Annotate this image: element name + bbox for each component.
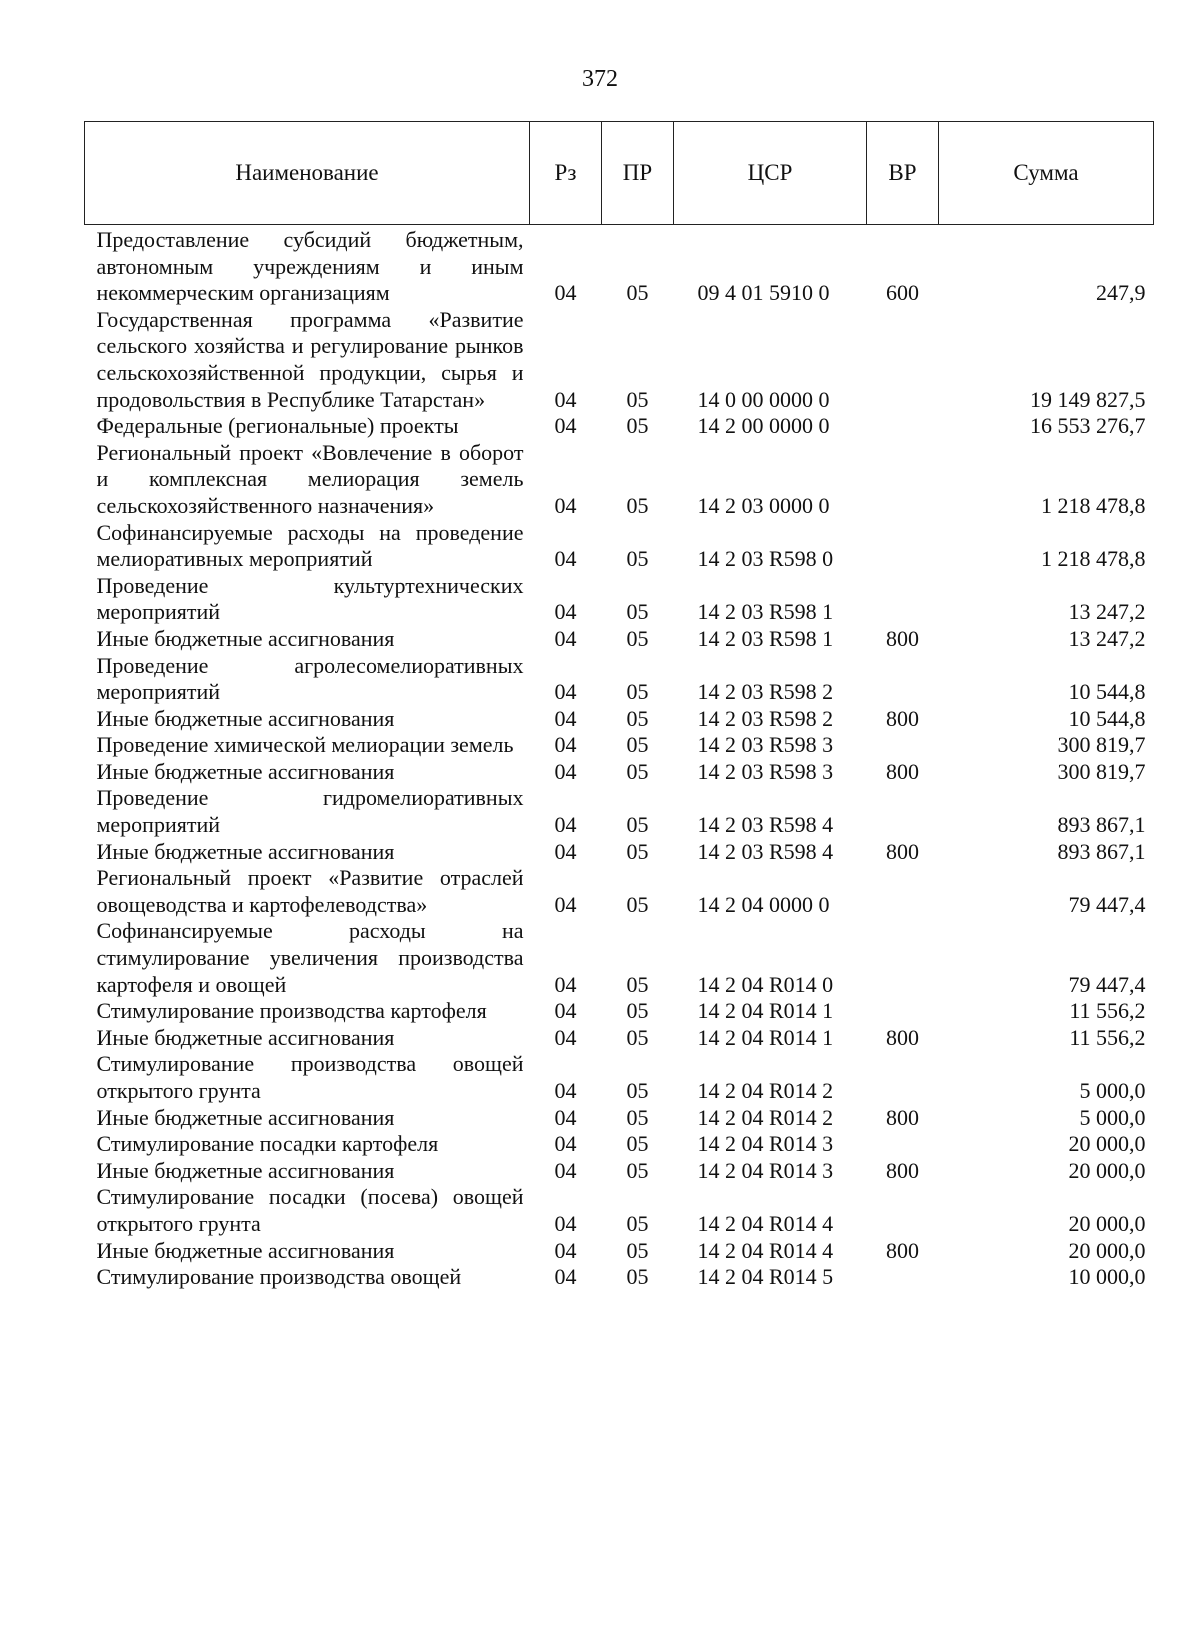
table-row bbox=[85, 1158, 1154, 1185]
cell-vr bbox=[867, 440, 939, 520]
cell-name: Иные бюджетные ассигнования bbox=[96, 758, 395, 784]
cell-csr: 14 2 04 R014 4 bbox=[697, 1210, 834, 1236]
table-row bbox=[85, 1105, 1154, 1132]
cell-sum: 247,9 bbox=[1096, 280, 1146, 306]
cell-rz: 04 bbox=[554, 838, 577, 864]
cell-rz: 04 bbox=[554, 1131, 577, 1157]
cell-sum: 16 553 276,7 bbox=[1030, 413, 1146, 439]
cell-rz: 04 bbox=[554, 971, 577, 997]
header-row bbox=[85, 122, 1154, 225]
cell-pr: 05 bbox=[626, 1131, 649, 1157]
cell-pr: 05 bbox=[626, 679, 649, 705]
cell-vr bbox=[867, 307, 939, 413]
table-row bbox=[85, 520, 1154, 573]
cell-name: Иные бюджетные ассигнования bbox=[96, 1024, 395, 1050]
table-row bbox=[85, 626, 1154, 653]
cell-rz: 04 bbox=[554, 705, 577, 731]
cell-csr: 14 2 00 0000 0 bbox=[697, 413, 830, 439]
cell-name: Стимулирование производства овощей bbox=[96, 1264, 462, 1290]
cell-csr: 14 2 03 R598 1 bbox=[697, 625, 834, 651]
cell-sum: 300 819,7 bbox=[1057, 732, 1146, 758]
cell-pr: 05 bbox=[626, 705, 649, 731]
table-row bbox=[85, 1025, 1154, 1052]
cell-name: Иные бюджетные ассигнования bbox=[96, 1157, 395, 1183]
cell-sum: 20 000,0 bbox=[1068, 1131, 1146, 1157]
cell-vr bbox=[867, 785, 939, 838]
table-row bbox=[85, 573, 1154, 626]
cell-rz: 04 bbox=[554, 1264, 577, 1290]
cell-rz: 04 bbox=[554, 1157, 577, 1183]
cell-sum: 5 000,0 bbox=[1079, 1104, 1146, 1130]
cell-name: Софинансируемые расходы на стимулирование увеличения производства картофеля и овощей bbox=[96, 918, 524, 997]
header-pr: ПР bbox=[602, 122, 674, 225]
cell-vr bbox=[867, 1131, 939, 1158]
cell-pr: 05 bbox=[626, 1237, 649, 1263]
cell-csr: 14 2 04 R014 3 bbox=[697, 1157, 834, 1183]
cell-rz: 04 bbox=[554, 546, 577, 572]
cell-sum: 300 819,7 bbox=[1057, 758, 1146, 784]
table-row bbox=[85, 1264, 1154, 1291]
cell-name: Проведение агролесомелиоративных мероприятий bbox=[96, 652, 524, 705]
cell-name: Проведение гидромелиоративных мероприятий bbox=[96, 785, 524, 838]
cell-pr: 05 bbox=[626, 732, 649, 758]
cell-rz: 04 bbox=[554, 1210, 577, 1236]
cell-vr: 800 bbox=[886, 838, 919, 864]
cell-csr: 14 2 03 R598 3 bbox=[697, 758, 834, 784]
cell-name: Стимулирование производства овощей открытого грунта bbox=[96, 1051, 524, 1103]
cell-rz: 04 bbox=[554, 812, 577, 838]
header-vr: ВР bbox=[867, 122, 939, 225]
cell-sum: 893 867,1 bbox=[1057, 812, 1146, 838]
cell-name: Стимулирование посадки (посева) овощей открытого грунта bbox=[96, 1184, 524, 1236]
cell-csr: 09 4 01 5910 0 bbox=[697, 280, 830, 306]
cell-rz: 04 bbox=[554, 599, 577, 625]
table-row bbox=[85, 307, 1154, 413]
cell-vr: 800 bbox=[886, 625, 919, 651]
cell-pr: 05 bbox=[626, 599, 649, 625]
cell-csr: 14 2 03 R598 3 bbox=[697, 732, 834, 758]
cell-rz: 04 bbox=[554, 732, 577, 758]
cell-vr bbox=[867, 573, 939, 626]
header-name: Наименование bbox=[85, 122, 530, 225]
cell-sum: 1 218 478,8 bbox=[1041, 546, 1146, 572]
cell-vr bbox=[867, 918, 939, 998]
table-row bbox=[85, 1238, 1154, 1265]
cell-csr: 14 2 04 R014 1 bbox=[697, 1024, 834, 1050]
table-row bbox=[85, 785, 1154, 838]
cell-vr bbox=[867, 413, 939, 440]
table-header bbox=[85, 122, 1154, 225]
table-row bbox=[85, 1184, 1154, 1237]
table-row bbox=[85, 839, 1154, 866]
table-row bbox=[85, 225, 1154, 307]
cell-name: Иные бюджетные ассигнования bbox=[96, 705, 395, 731]
cell-vr: 800 bbox=[886, 705, 919, 731]
table-row bbox=[85, 706, 1154, 733]
cell-name: Региональный проект «Развитие отраслей овощеводства и картофелеводства» bbox=[96, 865, 524, 917]
cell-vr bbox=[867, 653, 939, 706]
cell-rz: 04 bbox=[554, 891, 577, 917]
cell-rz: 04 bbox=[554, 625, 577, 651]
cell-pr: 05 bbox=[626, 1157, 649, 1183]
cell-vr bbox=[867, 865, 939, 918]
cell-pr: 05 bbox=[626, 971, 649, 997]
cell-sum: 20 000,0 bbox=[1068, 1237, 1146, 1263]
cell-csr: 14 2 04 0000 0 bbox=[697, 891, 830, 917]
cell-csr: 14 2 03 0000 0 bbox=[697, 492, 830, 518]
cell-rz: 04 bbox=[554, 492, 577, 518]
cell-csr: 14 2 04 R014 2 bbox=[697, 1104, 834, 1130]
cell-vr bbox=[867, 1184, 939, 1237]
cell-pr: 05 bbox=[626, 280, 649, 306]
cell-vr bbox=[867, 1051, 939, 1104]
cell-csr: 14 2 04 R014 5 bbox=[697, 1264, 834, 1290]
cell-vr bbox=[867, 520, 939, 573]
cell-vr: 800 bbox=[886, 1237, 919, 1263]
cell-csr: 14 2 03 R598 2 bbox=[697, 705, 834, 731]
cell-csr: 14 2 04 R014 1 bbox=[697, 998, 834, 1024]
cell-rz: 04 bbox=[554, 998, 577, 1024]
cell-sum: 20 000,0 bbox=[1068, 1210, 1146, 1236]
cell-vr: 800 bbox=[886, 758, 919, 784]
cell-pr: 05 bbox=[626, 891, 649, 917]
table-row bbox=[85, 865, 1154, 918]
cell-pr: 05 bbox=[626, 386, 649, 412]
cell-pr: 05 bbox=[626, 413, 649, 439]
cell-pr: 05 bbox=[626, 1104, 649, 1130]
cell-rz: 04 bbox=[554, 758, 577, 784]
cell-csr: 14 2 03 R598 0 bbox=[697, 546, 834, 572]
cell-sum: 11 556,2 bbox=[1069, 1024, 1146, 1050]
cell-name: Иные бюджетные ассигнования bbox=[96, 1104, 395, 1130]
cell-rz: 04 bbox=[554, 386, 577, 412]
cell-vr: 800 bbox=[886, 1024, 919, 1050]
table-row bbox=[85, 1051, 1154, 1104]
cell-pr: 05 bbox=[626, 812, 649, 838]
cell-vr: 800 bbox=[886, 1104, 919, 1130]
cell-rz: 04 bbox=[554, 1104, 577, 1130]
cell-name: Иные бюджетные ассигнования bbox=[96, 625, 395, 651]
header-sum: Сумма bbox=[939, 122, 1154, 225]
page-number: 372 bbox=[582, 66, 618, 92]
cell-vr: 600 bbox=[886, 280, 919, 306]
cell-sum: 19 149 827,5 bbox=[1030, 386, 1146, 412]
cell-csr: 14 0 00 0000 0 bbox=[697, 386, 830, 412]
cell-name: Проведение культуртехнических мероприятий bbox=[96, 572, 524, 625]
table-row bbox=[85, 413, 1154, 440]
cell-name: Стимулирование производства картофеля bbox=[96, 998, 487, 1024]
cell-sum: 79 447,4 bbox=[1068, 891, 1146, 917]
cell-csr: 14 2 04 R014 2 bbox=[697, 1078, 834, 1103]
cell-vr bbox=[867, 1264, 939, 1291]
cell-rz: 04 bbox=[554, 1024, 577, 1050]
cell-pr: 05 bbox=[626, 838, 649, 864]
cell-csr: 14 2 03 R598 2 bbox=[697, 679, 834, 705]
cell-name: Стимулирование посадки картофеля bbox=[96, 1131, 439, 1157]
header-rz: Рз bbox=[530, 122, 602, 225]
cell-sum: 20 000,0 bbox=[1068, 1157, 1146, 1183]
cell-name: Иные бюджетные ассигнования bbox=[96, 838, 395, 864]
cell-sum: 10 000,0 bbox=[1068, 1264, 1146, 1290]
cell-rz: 04 bbox=[554, 1078, 577, 1103]
cell-sum: 1 218 478,8 bbox=[1041, 492, 1146, 518]
cell-pr: 05 bbox=[626, 625, 649, 651]
table-body bbox=[85, 225, 1154, 1291]
table-row bbox=[85, 1131, 1154, 1158]
table-row bbox=[85, 998, 1154, 1025]
table-row bbox=[85, 440, 1154, 520]
cell-rz: 04 bbox=[554, 1237, 577, 1263]
cell-vr bbox=[867, 732, 939, 759]
cell-sum: 11 556,2 bbox=[1069, 998, 1146, 1024]
cell-csr: 14 2 03 R598 4 bbox=[697, 812, 834, 838]
cell-pr: 05 bbox=[626, 1078, 649, 1103]
cell-sum: 5 000,0 bbox=[1079, 1078, 1146, 1103]
budget-table bbox=[84, 121, 1154, 1291]
cell-sum: 79 447,4 bbox=[1068, 971, 1146, 997]
cell-name: Региональный проект «Вовлечение в оборот и комплексная мелиорация земель сельскохозяйственного назначения» bbox=[96, 439, 524, 518]
table-row bbox=[85, 653, 1154, 706]
cell-pr: 05 bbox=[626, 998, 649, 1024]
cell-sum: 10 544,8 bbox=[1068, 705, 1146, 731]
table-row bbox=[85, 732, 1154, 759]
table-row bbox=[85, 918, 1154, 998]
cell-name: Проведение химической мелиорации земель bbox=[96, 732, 514, 758]
cell-pr: 05 bbox=[626, 546, 649, 572]
cell-csr: 14 2 04 R014 0 bbox=[697, 971, 834, 997]
cell-csr: 14 2 04 R014 3 bbox=[697, 1131, 834, 1157]
cell-pr: 05 bbox=[626, 492, 649, 518]
cell-rz: 04 bbox=[554, 280, 577, 306]
cell-sum: 13 247,2 bbox=[1068, 599, 1146, 625]
cell-pr: 05 bbox=[626, 1264, 649, 1290]
cell-sum: 13 247,2 bbox=[1068, 625, 1146, 651]
cell-vr: 800 bbox=[886, 1157, 919, 1183]
cell-pr: 05 bbox=[626, 758, 649, 784]
cell-name: Софинансируемые расходы на проведение мелиоративных мероприятий bbox=[96, 519, 524, 572]
header-csr: ЦСР bbox=[674, 122, 867, 225]
cell-csr: 14 2 04 R014 4 bbox=[697, 1237, 834, 1263]
cell-csr: 14 2 03 R598 1 bbox=[697, 599, 834, 625]
cell-csr: 14 2 03 R598 4 bbox=[697, 838, 834, 864]
cell-sum: 893 867,1 bbox=[1057, 838, 1146, 864]
cell-name: Предоставление субсидий бюджетным, автономным учреждениям и иным некоммерческим организациям bbox=[96, 227, 524, 306]
cell-rz: 04 bbox=[554, 679, 577, 705]
cell-name: Иные бюджетные ассигнования bbox=[96, 1237, 395, 1263]
cell-pr: 05 bbox=[626, 1024, 649, 1050]
cell-name: Федеральные (региональные) проекты bbox=[96, 413, 459, 439]
table-row bbox=[85, 759, 1154, 786]
cell-pr: 05 bbox=[626, 1210, 649, 1236]
cell-name: Государственная программа «Развитие сельского хозяйства и регулирование рынков сельскохозяйственной продукции, сырья и продовольствия в Республике Татарстан» bbox=[96, 306, 524, 412]
cell-sum: 10 544,8 bbox=[1068, 679, 1146, 705]
cell-rz: 04 bbox=[554, 413, 577, 439]
cell-vr bbox=[867, 998, 939, 1025]
